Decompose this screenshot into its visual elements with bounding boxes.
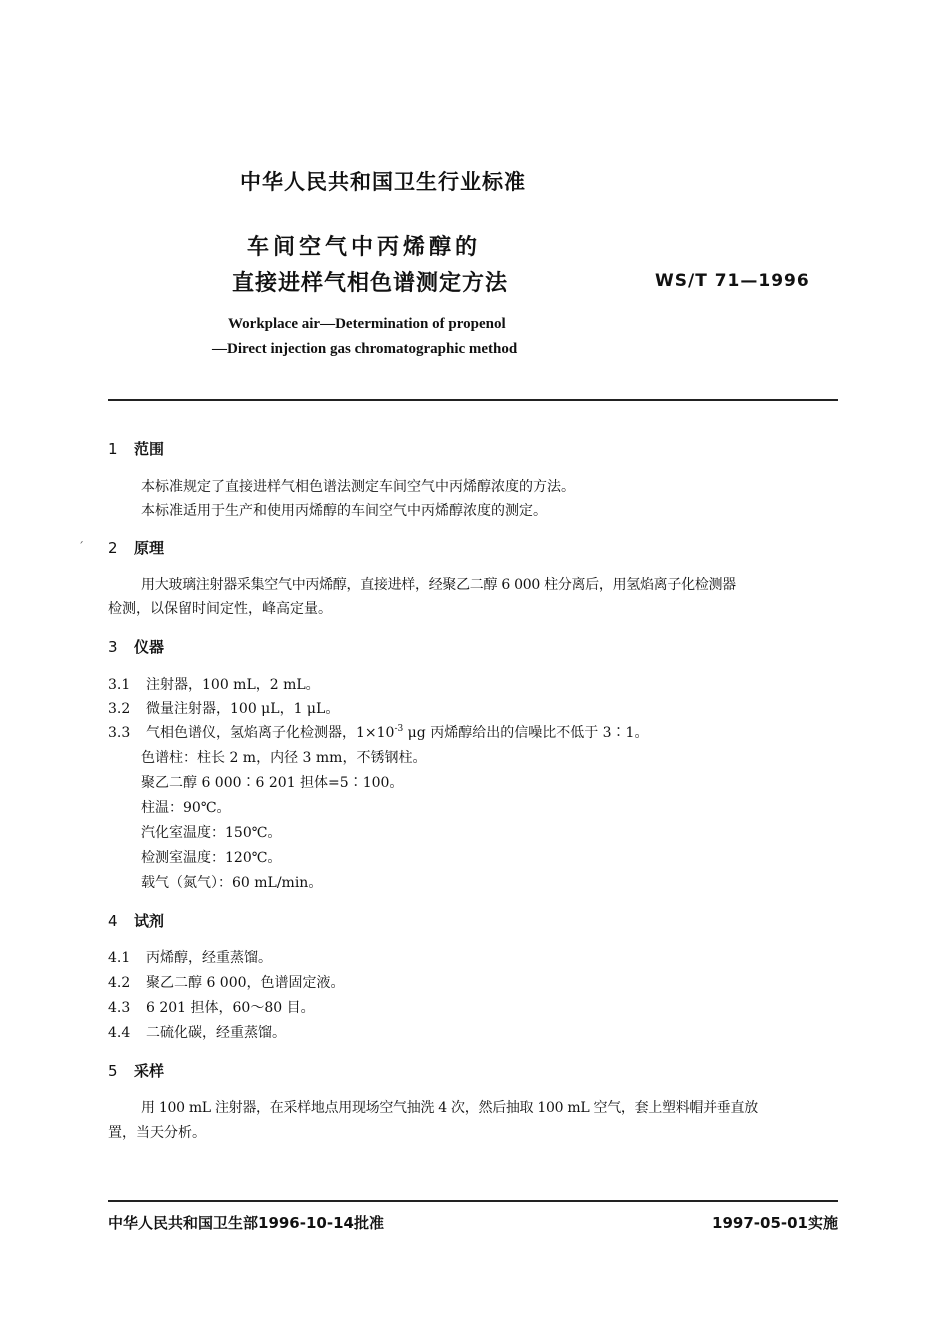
section-3-item-3: 3.3 气相色谱仪，氢焰离子化检测器，$1\times 10^{-3}$ μg 丙烯醇给出的信噪比不低于 3∶1。: [108, 724, 649, 741]
standard-code: WS/T 71—1996: [655, 271, 810, 291]
detector-temperature: 检测室温度：120℃。: [141, 850, 282, 866]
section-4-heading: 4 试剂: [108, 912, 165, 930]
section-5-paragraph-line1: 用 100 mL 注射器，在采样地点用现场空气抽洗 4 次，然后抽取 100 mL 空气，套上塑料帽并垂直放: [141, 1100, 758, 1116]
carrier-gas: 载气（氮气）：60 mL/min。: [141, 875, 323, 891]
section-4-item-2: 4.2 聚乙二醇 6 000，色谱固定液。: [108, 975, 345, 991]
section-4-item-4: 4.4 二硫化碳，经重蒸馏。: [108, 1025, 286, 1041]
section-2-paragraph-line1: 用大玻璃注射器采集空气中丙烯醇，直接进样，经聚乙二醇 6 000 柱分离后，用氢焰离子化检测器: [141, 577, 736, 593]
doc-title-line1: 车间空气中丙烯醇的: [247, 235, 482, 260]
column-spec: 色谱柱：柱长 2 m，内径 3 mm，不锈钢柱。: [141, 750, 427, 766]
section-1-paragraph-1: 本标准规定了直接进样气相色谱法测定车间空气中丙烯醇浓度的方法。: [141, 479, 575, 495]
section-5-paragraph-line2: 置，当天分析。: [108, 1125, 206, 1141]
section-1-heading: 1 范围: [108, 440, 165, 458]
approval-line: 中华人民共和国卫生部1996-10-14批准: [108, 1214, 384, 1232]
section-2-heading: 2 原理: [108, 539, 165, 557]
section-2-paragraph-line2: 检测，以保留时间定性，峰高定量。: [108, 601, 332, 617]
effective-date: 1997-05-01实施: [712, 1214, 838, 1232]
vaporizer-temperature: 汽化室温度：150℃。: [141, 825, 282, 841]
doc-title-line2: 直接进样气相色谱测定方法: [232, 271, 509, 296]
header-divider: [108, 399, 838, 401]
english-title-line1: Workplace air—Determination of propenol: [228, 316, 506, 332]
stationary-phase-ratio: 聚乙二醇 6 000∶6 201 担体=5∶100。: [141, 775, 404, 791]
section-4-item-1: 4.1 丙烯醇，经重蒸馏。: [108, 950, 272, 966]
footer-divider: [108, 1200, 838, 1202]
section-5-heading: 5 采样: [108, 1062, 165, 1080]
margin-mark: ˊ: [78, 540, 84, 554]
section-3-item-1: 3.1 注射器，100 mL，2 mL。: [108, 677, 320, 693]
section-1-paragraph-2: 本标准适用于生产和使用丙烯醇的车间空气中丙烯醇浓度的测定。: [141, 503, 547, 519]
section-3-heading: 3 仪器: [108, 638, 165, 656]
section-3-item-2: 3.2 微量注射器，100 μL，1 μL。: [108, 701, 340, 717]
column-temperature: 柱温：90℃。: [141, 800, 231, 816]
section-4-item-3: 4.3 6 201 担体，60～80 目。: [108, 1000, 315, 1016]
english-title-line2: —Direct injection gas chromatographic method: [212, 341, 518, 357]
standard-name: 中华人民共和国卫生行业标准: [240, 170, 526, 194]
